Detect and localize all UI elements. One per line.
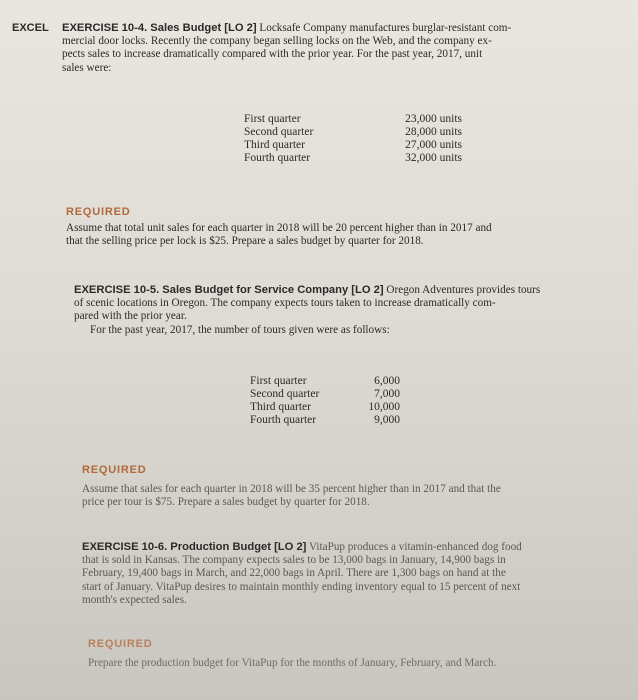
required-heading: REQUIRED xyxy=(66,206,131,218)
exercise-10-5-text xyxy=(74,284,619,337)
row-value: 32,000 units xyxy=(405,152,462,164)
text-line: Oregon Adventures provides tours xyxy=(386,284,541,296)
row-label: Second quarter xyxy=(244,126,314,138)
text-line: For the past year, 2017, the number of tours given were as follows: xyxy=(90,323,390,336)
text-line: February, 19,400 bags in March, and 22,000 bags in April. There are 1,300 bags on hand at the xyxy=(82,567,506,580)
row-label: First quarter xyxy=(244,113,301,125)
row-value: 23,000 units xyxy=(405,113,462,125)
row-value: 27,000 units xyxy=(405,139,462,151)
text-line: Locksafe Company manufactures burglar-resistant com- xyxy=(259,22,512,34)
table-row xyxy=(250,414,400,427)
text-line: that is sold in Kansas. The company expects sales to be 13,000 bags in January, 14,900 bags in xyxy=(82,554,506,567)
text-line: Assume that total unit sales for each quarter in 2018 will be 20 percent higher than in 2017 and xyxy=(66,222,492,234)
exercise-10-5-heading: EXERCISE 10-5. Sales Budget for Service Company [LO 2] xyxy=(74,284,384,296)
text-line: start of January. VitaPup desires to maintain monthly ending inventory equal to 15 percent of next xyxy=(82,580,521,593)
tours-table xyxy=(250,375,400,427)
units-table xyxy=(244,113,462,165)
exercise-10-4-text xyxy=(62,22,622,75)
row-label: Third quarter xyxy=(244,139,305,151)
row-value: 9,000 xyxy=(374,414,400,426)
text-line: Prepare the production budget for VitaPup for the months of January, February, and March. xyxy=(88,657,497,669)
text-line: price per tour is $75. Prepare a sales budget by quarter for 2018. xyxy=(82,496,370,509)
table-row xyxy=(244,139,462,152)
required-heading: REQUIRED xyxy=(88,638,153,650)
required-text xyxy=(82,483,622,509)
text-line: pects sales to increase dramatically compared with the prior year. For the past year, 2017, unit xyxy=(62,48,483,61)
text-line: mercial door locks. Recently the company began selling locks on the Web, and the company ex- xyxy=(62,35,492,48)
text-line: that the selling price per lock is $25. Prepare a sales budget by quarter for 2018. xyxy=(66,235,424,248)
row-label: Fourth quarter xyxy=(250,414,317,426)
row-value: 6,000 xyxy=(374,375,400,387)
required-text xyxy=(66,222,626,248)
required-text xyxy=(88,657,628,670)
table-row xyxy=(244,126,462,139)
excel-tag: EXCEL xyxy=(12,22,49,34)
text-line: Assume that sales for each quarter in 2018 will be 35 percent higher than in 2017 and that the xyxy=(82,483,501,495)
row-value: 7,000 xyxy=(374,388,400,400)
exercise-10-6-heading: EXERCISE 10-6. Production Budget [LO 2] xyxy=(82,541,307,553)
text-line: sales were: xyxy=(62,61,112,74)
row-value: 28,000 units xyxy=(405,126,462,138)
row-label: First quarter xyxy=(250,375,307,387)
table-row xyxy=(244,113,462,126)
exercise-10-6-text xyxy=(82,541,622,607)
table-row xyxy=(250,388,400,401)
row-label: Fourth quarter xyxy=(244,152,311,164)
table-row xyxy=(250,401,400,414)
row-label: Second quarter xyxy=(250,388,320,400)
row-value: 10,000 xyxy=(368,401,400,413)
text-line: pared with the prior year. xyxy=(74,310,187,323)
text-line: month's expected sales. xyxy=(82,593,187,606)
required-heading: REQUIRED xyxy=(82,464,147,476)
row-label: Third quarter xyxy=(250,401,311,413)
text-line: VitaPup produces a vitamin-enhanced dog food xyxy=(309,541,522,553)
table-row xyxy=(250,375,400,388)
exercise-10-4-heading: EXERCISE 10-4. Sales Budget [LO 2] xyxy=(62,22,257,34)
text-line: of scenic locations in Oregon. The company expects tours taken to increase dramatically com- xyxy=(74,297,496,310)
table-row xyxy=(244,152,462,165)
